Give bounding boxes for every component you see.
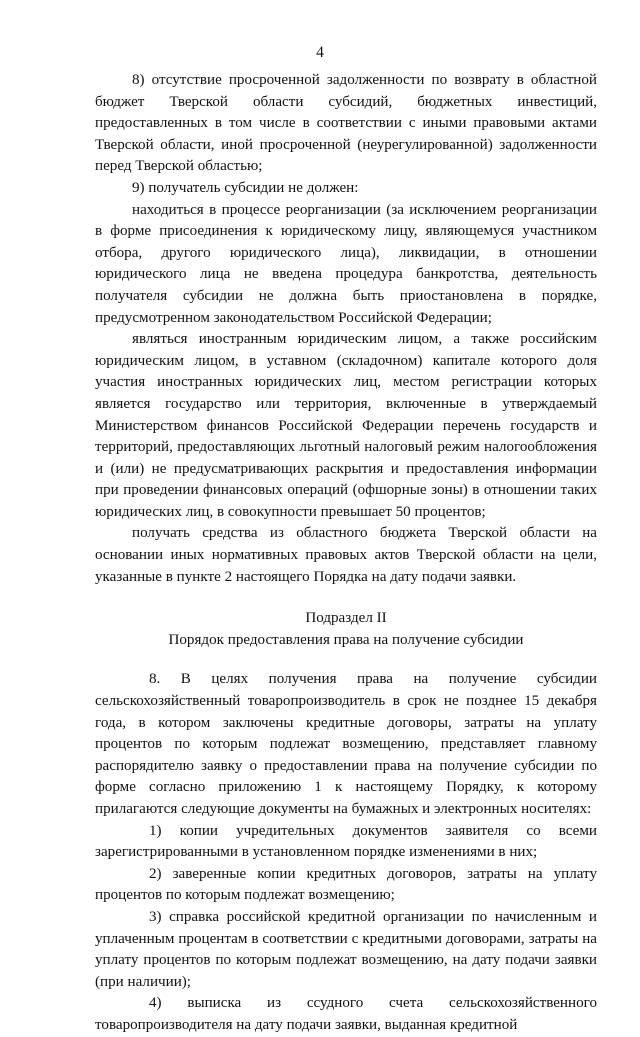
page-number: 4 xyxy=(316,44,324,61)
document-body xyxy=(95,70,597,1037)
paragraph-item-8-debt: 8) отсутствие просроченной задолженности по возврату в областной бюджет Тверской области субсидий, бюджетных инвестиций, предоставленных в том числе в соответствии с иными правовыми актами Тверской области, иной просроченной (неурегулированной) задолженности перед Тверской областью; xyxy=(95,72,597,175)
subsection-heading: Подраздел II xyxy=(305,610,387,627)
list-item-4: 4) выписка из ссудного счета сельскохозяйственного товаропроизводителя на дату подачи заявки, выданная кредитной xyxy=(95,995,597,1033)
paragraph-item-9-requirements: 9) получатель субсидии не должен: xyxy=(132,179,359,196)
paragraph-item-8-application: 8. В целях получения права на получение субсидии сельскохозяйственный товаропроизводитель в срок не позднее 15 декабря года, в котором заключены кредитные договоры, затраты на уплату процентов по которым подлежат возмещению, представляет главному распорядителю заявку о предоставлении права на получение субсидии по форме согласно приложению 1 к настоящему Порядку, к которому прилагаются следующие документы на бумажных и электронных носителях: xyxy=(95,671,597,817)
paragraph-other-funds: получать средства из областного бюджета Тверской области на основании иных нормативных правовых актов Тверской области на цели, указанные в пункте 2 настоящего Порядка на дату подачи заявки. xyxy=(95,525,597,585)
list-item-2: 2) заверенные копии кредитных договоров, затраты на уплату процентов по которым подлежат возмещению; xyxy=(95,865,597,904)
paragraph-reorganization: находиться в процессе реорганизации (за исключением реорганизации в форме присоединения к юридическому лицу, являющемуся участником отбора, другого юридического лица), ликвидации, в отношении юридического лица не введена процедура банкротства, деятельность получателя субсидии не должна быть приостановлена в порядке, предусмотренном законодательством Российской Федерации; xyxy=(95,201,597,326)
subsection-title: Порядок предоставления права на получение субсидии xyxy=(168,631,524,648)
paragraph-foreign-entity: являться иностранным юридическим лицом, а также российским юридическим лицом, в уставном (складочном) капитале которого доля участия иностранных юридических лиц, местом регистрации которых является государство или территория, включенные в утверждаемый Министерством финансов Российской Федерации перечень государств и территорий, предоставляющих льготный налоговый режим налогообложения и (или) не предусматривающих раскрытия и предоставления информации при проведении финансовых операций (офшорные зоны) в отношении таких юридических лиц, в совокупности превышает 50 процентов; xyxy=(95,331,597,520)
list-item-3: 3) справка российской кредитной организации по начисленным и уплаченным процентам в соответствии с кредитными договорами, затраты на уплату процентов по которым подлежат возмещению, на дату подачи заявки (при наличии); xyxy=(95,908,597,990)
list-item-1: 1) копии учредительных документов заявителя со всеми зарегистрированными в установленном порядке изменениями в них; xyxy=(95,822,597,861)
